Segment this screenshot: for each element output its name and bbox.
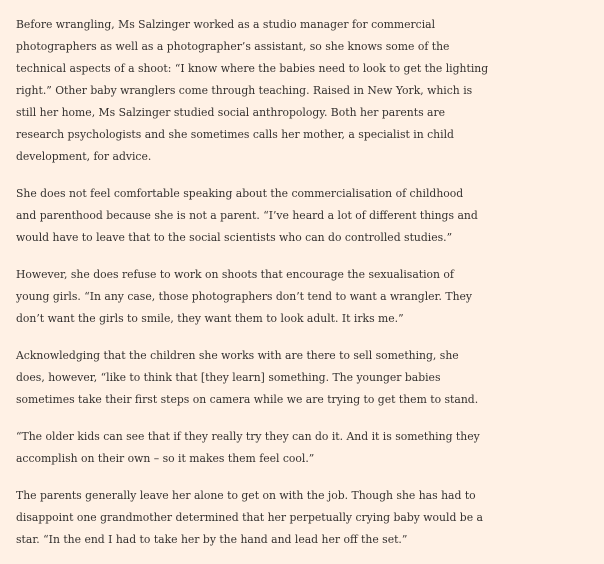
text-line: She does not feel comfortable speaking about the commercialisation of childhood bbox=[16, 187, 464, 200]
text-line: star. “In the end I had to take her by the hand and lead her off the set.” bbox=[16, 533, 408, 546]
text-line: would have to leave that to the social scientists who can do controlled studies.” bbox=[16, 231, 453, 244]
text-line: disappoint one grandmother determined that her perpetually crying baby would be a bbox=[16, 511, 483, 524]
paragraph bbox=[16, 485, 604, 551]
text-line: young girls. “In any case, those photographers don’t tend to want a wrangler. They bbox=[16, 290, 473, 303]
text-line: does, however, “like to think that [they learn] something. The younger babies bbox=[16, 371, 441, 384]
text-line: Before wrangling, Ms Salzinger worked as a studio manager for commercial bbox=[16, 18, 436, 31]
text-line: technical aspects of a shoot: “I know where the babies need to look to get the lighting bbox=[16, 62, 489, 75]
paragraph bbox=[16, 426, 604, 470]
text-line: still her home, Ms Salzinger studied social anthropology. Both her parents are bbox=[16, 106, 446, 119]
paragraph bbox=[16, 264, 604, 330]
text-line: Acknowledging that the children she works with are there to sell something, she bbox=[16, 349, 459, 362]
text-line: and parenthood because she is not a parent. “I’ve heard a lot of different things and bbox=[16, 209, 478, 222]
paragraph bbox=[16, 14, 604, 168]
text-line: The parents generally leave her alone to get on with the job. Though she has had to bbox=[16, 489, 476, 502]
text-line: sometimes take their first steps on camera while we are trying to get them to stand. bbox=[16, 393, 479, 406]
text-line: “The older kids can see that if they really try they can do it. And it is something they bbox=[16, 430, 480, 443]
text-line: right.” Other baby wranglers come through teaching. Raised in New York, which is bbox=[16, 84, 473, 97]
text-line: development, for advice. bbox=[16, 150, 152, 163]
text-line: accomplish on their own – so it makes them feel cool.” bbox=[16, 452, 315, 465]
paragraph bbox=[16, 183, 604, 249]
text-line: photographers as well as a photographer’s assistant, so she knows some of the bbox=[16, 40, 450, 53]
paragraph bbox=[16, 345, 604, 411]
text-line: research psychologists and she sometimes calls her mother, a specialist in child bbox=[16, 128, 454, 141]
text-line: However, she does refuse to work on shoots that encourage the sexualisation of bbox=[16, 268, 454, 281]
text-line: don’t want the girls to smile, they want them to look adult. It irks me.” bbox=[16, 312, 404, 325]
